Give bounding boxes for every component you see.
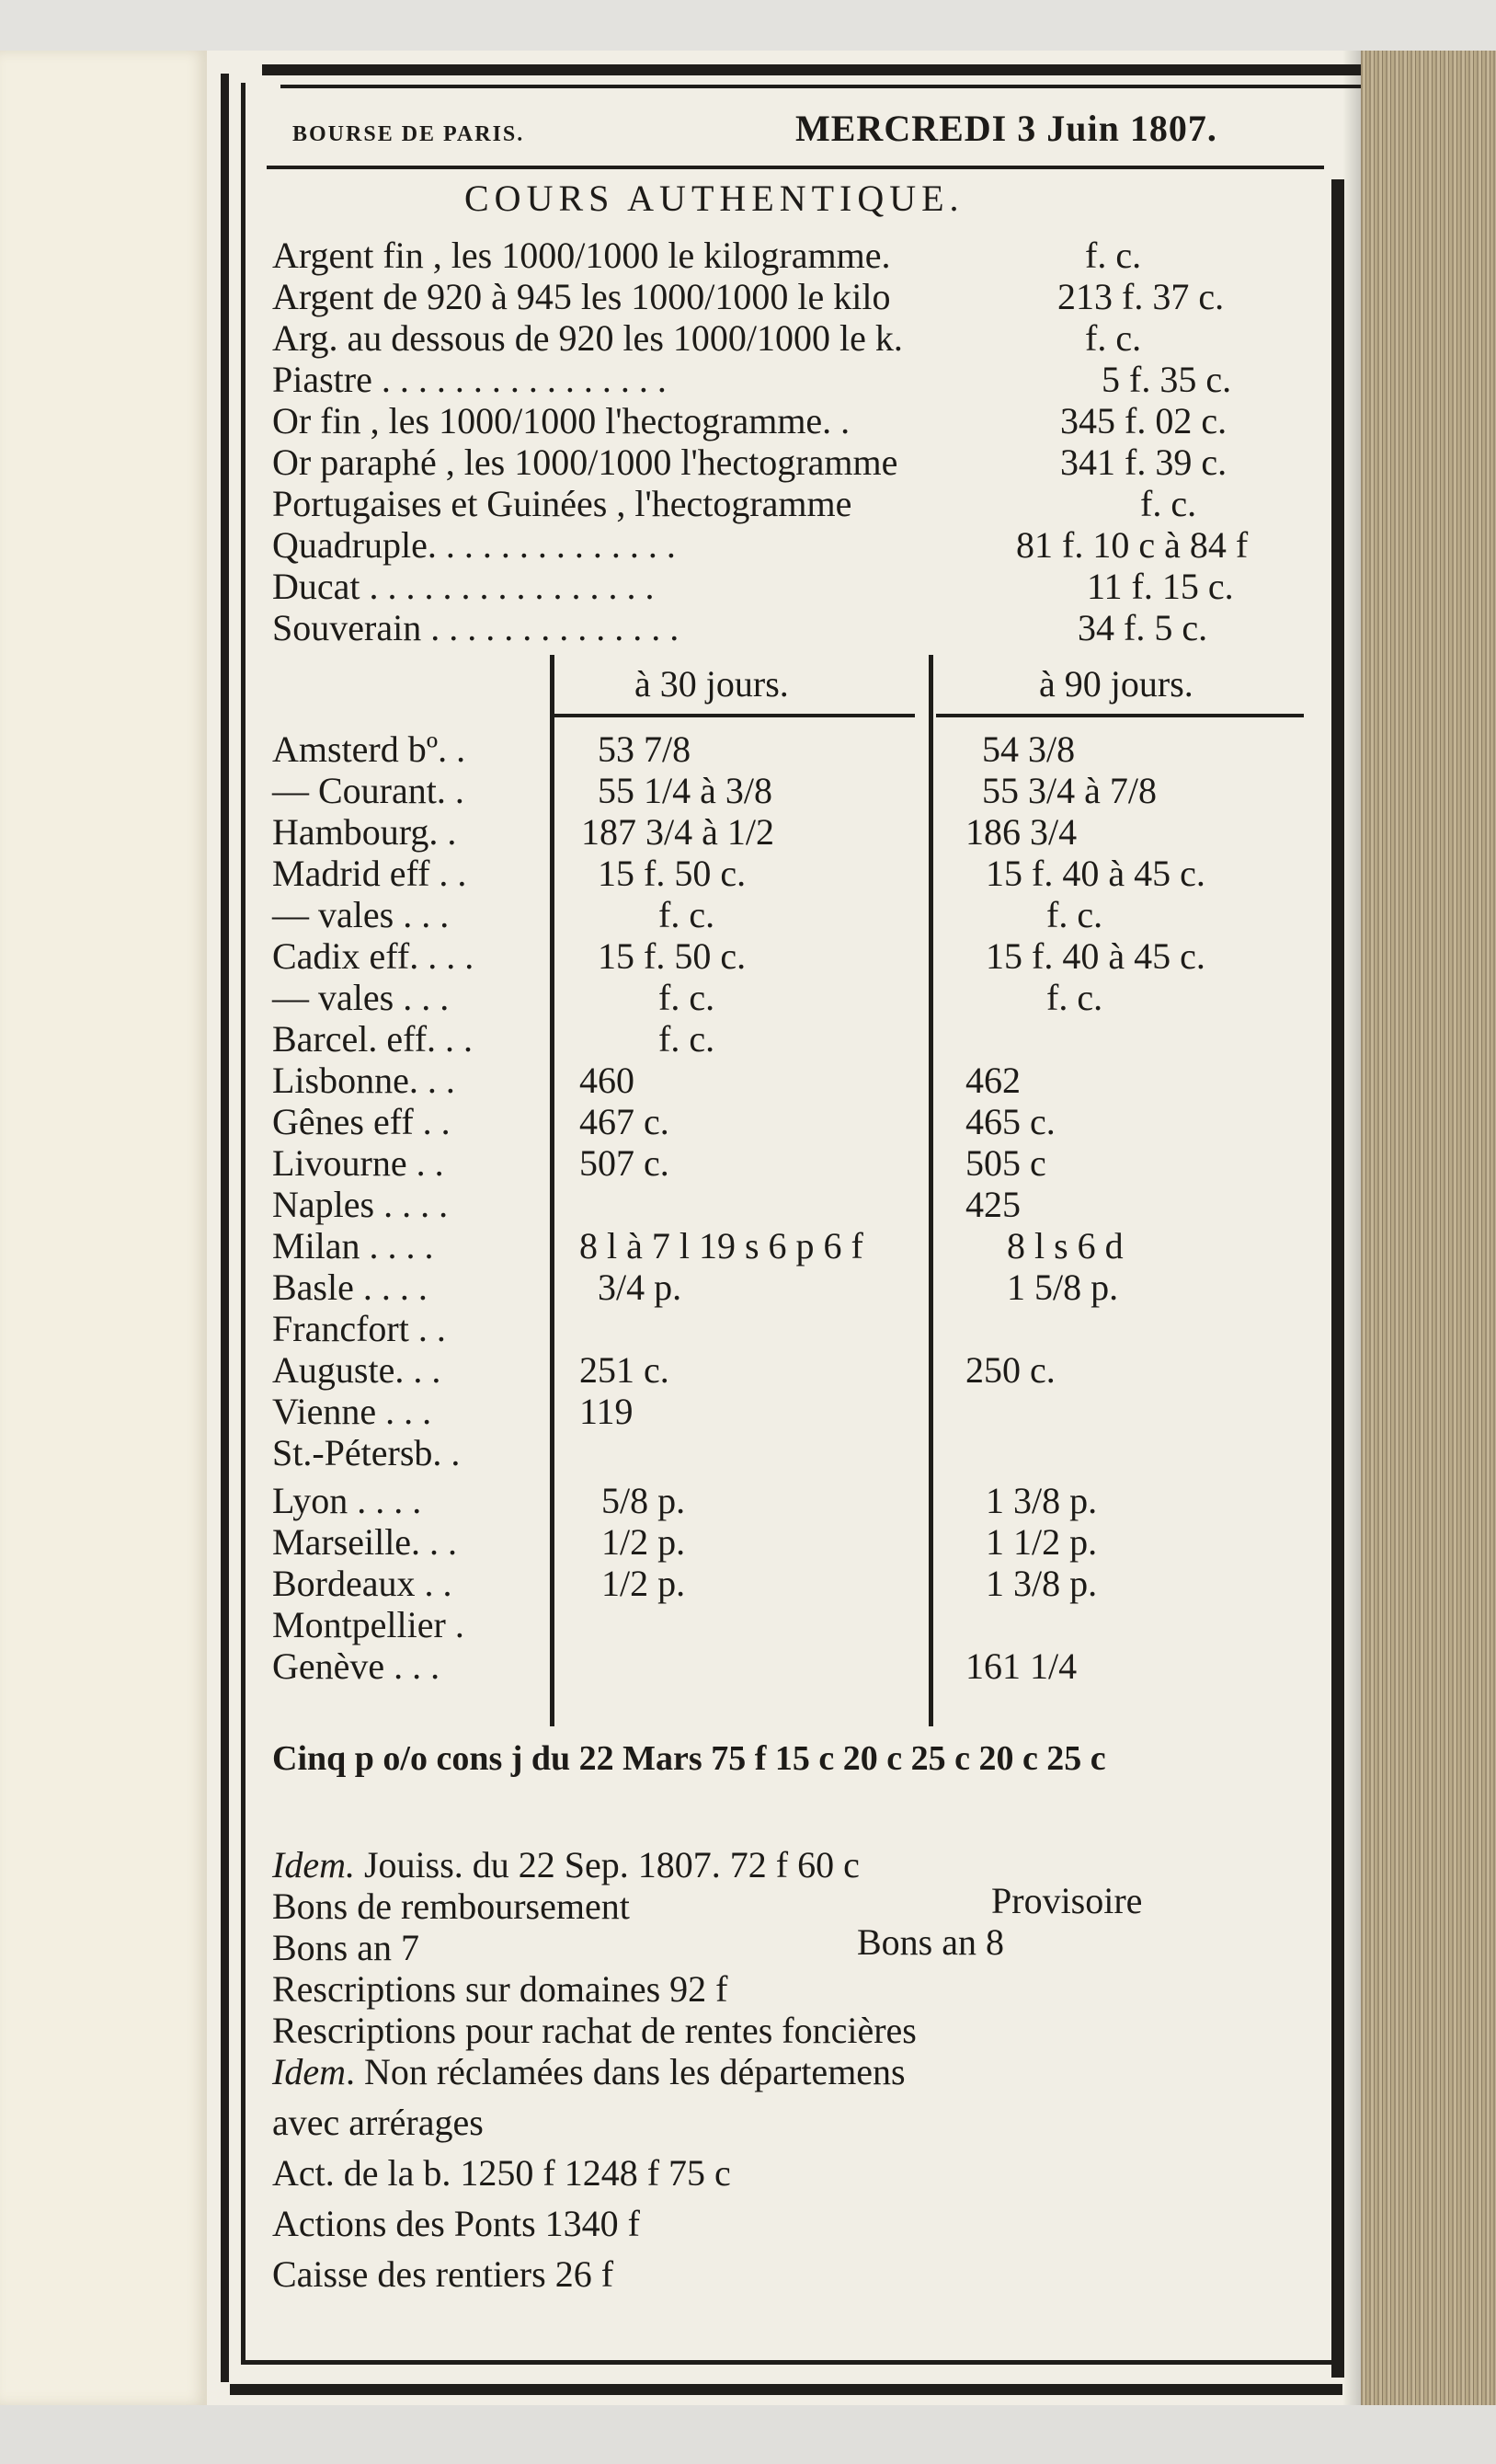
place-label: — vales . . .: [272, 894, 450, 935]
place-label: Marseille. . .: [272, 1521, 458, 1563]
metal-label: Argent de 920 à 945 les 1000/1000 le kilo: [272, 276, 891, 317]
idem-jouiss-line: [272, 1844, 860, 1885]
rate-30: 1/2 p.: [601, 1563, 686, 1604]
facing-page-edge: [0, 51, 207, 2405]
cinq-pour-cent-line: Cinq p o/o cons j du 22 Mars 75 f 15 c 20 c 25 c 20 c 25 c: [272, 1739, 1106, 1778]
place-label: Basle . . . .: [272, 1266, 428, 1308]
rate-90: 161 1/4: [965, 1645, 1078, 1687]
page-title: COURS AUTHENTIQUE.: [464, 178, 965, 219]
metal-value: 5 f. 35 c.: [1102, 359, 1232, 400]
rate-90: 54 3/8: [982, 728, 1076, 770]
rate-30: 1/2 p.: [601, 1521, 686, 1563]
idem-jouiss-text: Jouiss. du 22 Sep. 1807. 72 f 60 c: [354, 1844, 860, 1885]
rate-30: 53 7/8: [598, 728, 691, 770]
bons-an-7: Bons an 7: [272, 1927, 419, 1968]
rate-30: 15 f. 50 c.: [598, 853, 747, 894]
rate-30: 507 c.: [579, 1142, 669, 1184]
rate-90: 1 1/2 p.: [986, 1521, 1098, 1563]
rescriptions-domaines: Rescriptions sur domaines 92 f: [272, 1968, 728, 2010]
place-label: Bordeaux . .: [272, 1563, 452, 1604]
place-label: Barcel. eff. . .: [272, 1018, 474, 1060]
place-label: Amsterd bº. .: [272, 728, 466, 770]
rate-30: f. c.: [658, 1018, 715, 1060]
book-fore-edge: [1361, 51, 1496, 2405]
place-label: Francfort . .: [272, 1308, 446, 1349]
rate-30: 55 1/4 à 3/8: [598, 770, 772, 811]
metal-value: f. c.: [1140, 483, 1197, 524]
rate-90: 55 3/4 à 7/8: [982, 770, 1157, 811]
non-reclamees-text: . Non réclamées dans les départemens: [345, 2051, 906, 2092]
rate-30: 5/8 p.: [601, 1480, 686, 1521]
date-heading: MERCREDI 3 Juin 1807.: [795, 108, 1217, 149]
place-label: Madrid eff . .: [272, 853, 467, 894]
column-divider-90: [929, 655, 933, 1726]
metal-label: Ducat . . . . . . . . . . . . . . . .: [272, 566, 655, 607]
rate-90: 425: [965, 1184, 1021, 1225]
avec-arrerages: avec arrérages: [272, 2102, 484, 2143]
header-rule: [267, 166, 1324, 169]
metal-value: 81 f. 10 c à 84 f: [1016, 524, 1249, 566]
rate-90: 186 3/4: [965, 811, 1078, 853]
border-top-inner: [280, 85, 1361, 88]
idem-non-reclamees-line: [272, 2051, 906, 2092]
bourse-label: BOURSE DE PARIS.: [292, 122, 525, 146]
column-header-90: à 90 jours.: [1039, 663, 1193, 705]
rate-90: 1 3/8 p.: [986, 1563, 1098, 1604]
metal-label: Souverain . . . . . . . . . . . . . .: [272, 607, 679, 648]
rate-90: 465 c.: [965, 1101, 1056, 1142]
place-label: Naples . . . .: [272, 1184, 449, 1225]
bons-an-8: Bons an 8: [857, 1921, 1004, 1963]
border-left-outer: [221, 74, 229, 2382]
actions-ponts: Actions des Ponts 1340 f: [272, 2203, 640, 2244]
actions-banque: Act. de la b. 1250 f 1248 f 75 c: [272, 2152, 731, 2194]
rate-30: 8 l à 7 l 19 s 6 p 6 f: [579, 1225, 863, 1266]
rate-30: 187 3/4 à 1/2: [581, 811, 774, 853]
metal-label: Piastre . . . . . . . . . . . . . . . .: [272, 359, 667, 400]
provisoire-label: Provisoire: [991, 1880, 1143, 1921]
rate-90: 8 l s 6 d: [1007, 1225, 1124, 1266]
metal-label: Or fin , les 1000/1000 l'hectogramme. .: [272, 400, 851, 441]
place-label: St.-Pétersb. .: [272, 1432, 461, 1473]
place-label: Vienne . . .: [272, 1391, 432, 1432]
place-label: Lisbonne. . .: [272, 1060, 455, 1101]
place-label: Milan . . . .: [272, 1225, 434, 1266]
rate-90: f. c.: [1046, 977, 1103, 1018]
metal-label: Portugaises et Guinées , l'hectogramme: [272, 483, 852, 524]
metal-label: Arg. au dessous de 920 les 1000/1000 le k.: [272, 317, 903, 359]
column-divider-30: [550, 655, 554, 1726]
rate-30: f. c.: [658, 894, 715, 935]
border-bottom-outer: [230, 2384, 1342, 2395]
place-label: — Courant. .: [272, 770, 464, 811]
rate-30: 119: [579, 1391, 634, 1432]
metal-label: Quadruple. . . . . . . . . . . . . .: [272, 524, 676, 566]
metal-value: 11 f. 15 c.: [1087, 566, 1234, 607]
metal-value: f. c.: [1085, 317, 1142, 359]
metal-label: Or paraphé , les 1000/1000 l'hectogramme: [272, 441, 898, 483]
place-label: Lyon . . . .: [272, 1480, 422, 1521]
border-left-inner: [241, 83, 246, 2364]
idem-word: Idem.: [272, 1844, 355, 1885]
rate-30: 3/4 p.: [598, 1266, 682, 1308]
place-label: — vales . . .: [272, 977, 450, 1018]
rate-30: 15 f. 50 c.: [598, 935, 747, 977]
border-top-outer: [262, 64, 1361, 75]
place-label: Hambourg. .: [272, 811, 457, 853]
rate-30: 460: [579, 1060, 634, 1101]
caisse-rentiers: Caisse des rentiers 26 f: [272, 2253, 614, 2295]
metal-value: 341 f. 39 c.: [1060, 441, 1228, 483]
metal-value: 213 f. 37 c.: [1057, 276, 1225, 317]
bons-remboursement: Bons de remboursement: [272, 1885, 630, 1927]
rate-90: 250 c.: [965, 1349, 1056, 1391]
place-label: Gênes eff . .: [272, 1101, 451, 1142]
rate-90: f. c.: [1046, 894, 1103, 935]
border-right: [1331, 179, 1344, 2378]
rate-90: 505 c: [965, 1142, 1046, 1184]
rate-90: 462: [965, 1060, 1021, 1101]
column-header-rule-90: [936, 714, 1304, 717]
place-label: Auguste. . .: [272, 1349, 441, 1391]
metal-value: f. c.: [1085, 235, 1142, 276]
rate-90: 15 f. 40 à 45 c.: [986, 853, 1205, 894]
rate-30: f. c.: [658, 977, 715, 1018]
column-header-30: à 30 jours.: [634, 663, 789, 705]
scan-background-bottom: [0, 2405, 1496, 2464]
rate-30: 467 c.: [579, 1101, 669, 1142]
rate-90: 1 5/8 p.: [1007, 1266, 1119, 1308]
place-label: Cadix eff. . . .: [272, 935, 474, 977]
place-label: Livourne . .: [272, 1142, 444, 1184]
scan-background-top: [0, 0, 1496, 51]
rescriptions-rachat: Rescriptions pour rachat de rentes foncières: [272, 2010, 917, 2051]
place-label: Montpellier .: [272, 1604, 464, 1645]
rate-90: 1 3/8 p.: [986, 1480, 1098, 1521]
border-bottom-inner: [241, 2360, 1335, 2365]
metal-value: 34 f. 5 c.: [1078, 607, 1208, 648]
metal-value: 345 f. 02 c.: [1060, 400, 1228, 441]
idem-word: Idem: [272, 2051, 346, 2092]
metal-label: Argent fin , les 1000/1000 le kilogramme.: [272, 235, 891, 276]
place-label: Genève . . .: [272, 1645, 440, 1687]
column-header-rule-30: [554, 714, 915, 717]
rate-90: 15 f. 40 à 45 c.: [986, 935, 1205, 977]
rate-30: 251 c.: [579, 1349, 669, 1391]
